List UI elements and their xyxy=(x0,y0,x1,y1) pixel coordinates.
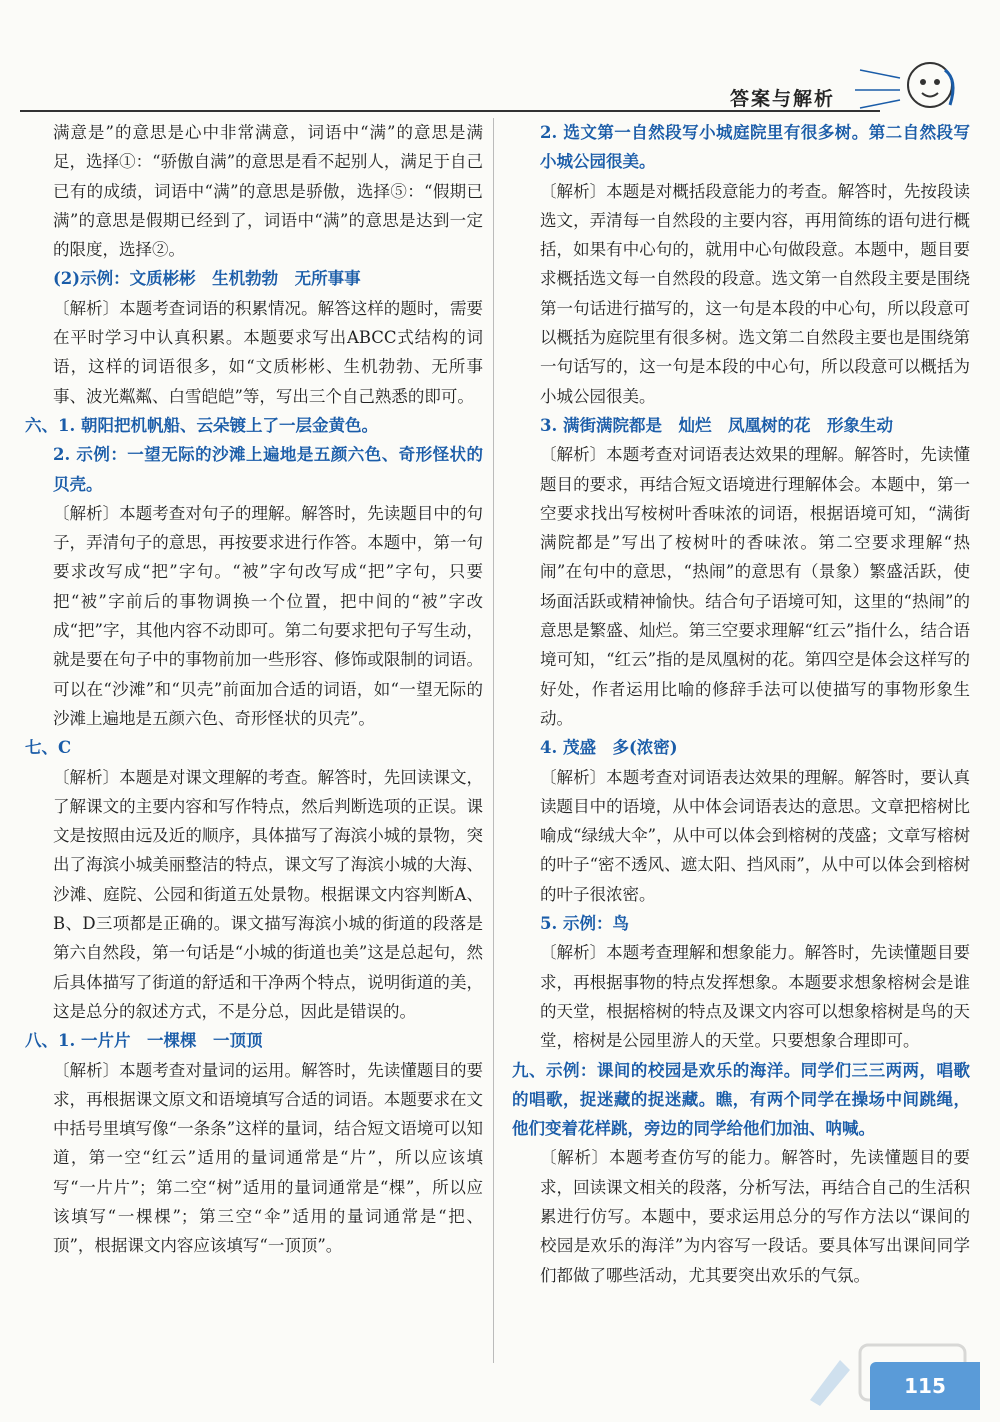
explanation-paragraph: 〔解析〕本题考查词语的积累情况。解答这样的题时，需要在平时学习中认真积累。本题要求写出ABCC式结构的词语，这样的词语很多，如“文质彬彬、生机勃勃、无所事事、波光粼粼、白雪皑皑”等，写出三个自己熟悉的即可。 xyxy=(53,298,483,406)
explanation-paragraph: 〔解析〕本题是对课文理解的考查。解答时，先回读课文，了解课文的主要内容和写作特点，然后判断选项的正误。课文是按照由远及近的顺序，具体描写了海滨小城的景物，突出了海滨小城美丽整洁的特点，课文写了海滨小城的大海、沙滩、庭院、公园和街道五处景物。根据课文内容判断A、B、D三项都是正确的。课文描写海滨小城的街道的段落是第六自然段，第一句话是“小城的街道也美”这是总起句，然后具体描写了街道的舒适和干净两个特点，说明街道的美，这是总分的叙述方式，不是分总，因此是错误的。 xyxy=(53,767,483,1021)
answer-line: (2)示例：文质彬彬 生机勃勃 无所事事 xyxy=(53,269,361,289)
left-column xyxy=(25,118,483,1261)
answer-line: 九、示例：课间的校园是欢乐的海洋。同学们三三两两，唱歌的唱歌，捉迷藏的捉迷藏。瞧，有两个同学在操场中间跳绳，他们变着花样跳，旁边的同学给他们加油、呐喊。 xyxy=(512,1060,970,1139)
explanation-paragraph: 〔解析〕本题考查仿写的能力。解答时，先读懂题目的要求，回读课文相关的段落，分析写法，再结合自己的生活积累进行仿写。本题中，要求运用总分的写作方法以“课间的校园是欢乐的海洋”为内容写一段话。要具体写出课间同学们都做了哪些活动，尤其要突出欢乐的气氛。 xyxy=(540,1148,970,1285)
answer-line: 六、1. 朝阳把机帆船、云朵镀上了一层金黄色。 xyxy=(25,415,378,435)
explanation-paragraph: 〔解析〕本题考查对词语表达效果的理解。解答时，先读懂题目的要求，再结合短文语境进行理解体会。本题中，第一空要求找出写桉树叶香味浓的词语，根据语境可知，“满街满院都是”写出了桉树叶的香味浓。第二空要求理解“热闹”在句中的意思，“热闹”的意思有（景象）繁盛活跃，使场面活跃或精神愉快。结合句子语境可知，这里的“热闹”的意思是繁盛、灿烂。第三空要求理解“红云”指什么，结合语境可知，“红云”指的是凤凰树的花。第四空是体会这样写的好处，作者运用比喻的修辞手法可以使描写的事物形象生动。 xyxy=(540,445,970,728)
answer-line: 5. 示例：鸟 xyxy=(540,914,629,934)
column-divider xyxy=(493,118,494,1363)
answer-line: 八、1. 一片片 一棵棵 一顶顶 xyxy=(25,1031,263,1051)
header-rule xyxy=(20,110,880,112)
right-column xyxy=(512,118,970,1290)
page-number: 115 xyxy=(870,1362,980,1410)
answer-line: 4. 茂盛 多(浓密) xyxy=(540,738,678,758)
mascot-icon xyxy=(850,50,960,120)
answer-line: 3. 满街满院都是 灿烂 凤凰树的花 形象生动 xyxy=(540,415,893,435)
explanation-paragraph: 〔解析〕本题考查对句子的理解。解答时，先读题目中的句子，弄清句子的意思，再按要求进行作答。本题中，第一句要求改写成“把”字句。“被”字句改写成“把”字句，只要把“被”字前后的事物调换一个位置，把中间的“被”字改成“把”字，其他内容不动即可。第二句要求把句子写生动，就是要在句子中的事物前加一些形容、修饰或限制的词语。可以在“沙滩”和“贝壳”前面加合适的词语，如“一望无际的沙滩上遍地是五颜六色、奇形怪状的贝壳”。 xyxy=(53,503,483,728)
explanation-paragraph: 满意是”的意思是心中非常满意，词语中“满”的意思是满足，选择①：“骄傲自满”的意思是看不起别人，满足于自己已有的成绩，词语中“满”的意思是骄傲，选择⑤：“假期已满”的意思是假期已经到了，词语中“满”的意思是达到一定的限度，选择②。 xyxy=(53,123,483,260)
answer-line: 七、C xyxy=(25,738,72,758)
answer-line: 2. 选文第一自然段写小城庭院里有很多树。第二自然段写小城公园很美。 xyxy=(540,123,970,172)
explanation-paragraph: 〔解析〕本题考查对量词的运用。解答时，先读懂题目的要求，再根据课文原文和语境填写合适的词语。本题要求在文中括号里填写像“一条条”这样的量词，结合短文语境可以知道，第一空“红云”适用的量词通常是“片”，所以应该填写“一片片”；第二空“树”适用的量词通常是“棵”，所以应该填写“一棵棵”；第三空“伞”适用的量词通常是“把、顶”，根据课文内容应该填写“一顶顶”。 xyxy=(53,1060,483,1256)
explanation-paragraph: 〔解析〕本题考查对词语表达效果的理解。解答时，要认真读题目中的语境，从中体会词语表达的意思。文章把榕树比喻成“绿绒大伞”，从中可以体会到榕树的茂盛；文章写榕树的叶子“密不透风、遮太阳、挡风雨”，从中可以体会到榕树的叶子很浓密。 xyxy=(540,767,970,904)
answer-line: 2. 示例：一望无际的沙滩上遍地是五颜六色、奇形怪状的贝壳。 xyxy=(53,445,483,494)
header-title: 答案与解析 xyxy=(729,88,835,110)
explanation-paragraph: 〔解析〕本题考查理解和想象能力。解答时，先读懂题目要求，再根据事物的特点发挥想象。本题要求想象榕树会是谁的天堂，根据榕树的特点及课文内容可以想象榕树是鸟的天堂，榕树是公园里游人的天堂。只要想象合理即可。 xyxy=(540,943,970,1051)
explanation-paragraph: 〔解析〕本题是对概括段意能力的考查。解答时，先按段读选文，弄清每一自然段的主要内容，再用简练的语句进行概括，如果有中心句的，就用中心句做段意。本题中，题目要求概括选文每一自然段的段意。选文第一自然段主要是围绕第一句话进行描写的，这一句是本段的中心句，所以段意可以概括为庭院里有很多树。选文第二自然段主要也是围绕第一句话写的，这一句是本段的中心句，所以段意可以概括为小城公园很美。 xyxy=(540,181,970,406)
page-header xyxy=(0,0,1000,120)
